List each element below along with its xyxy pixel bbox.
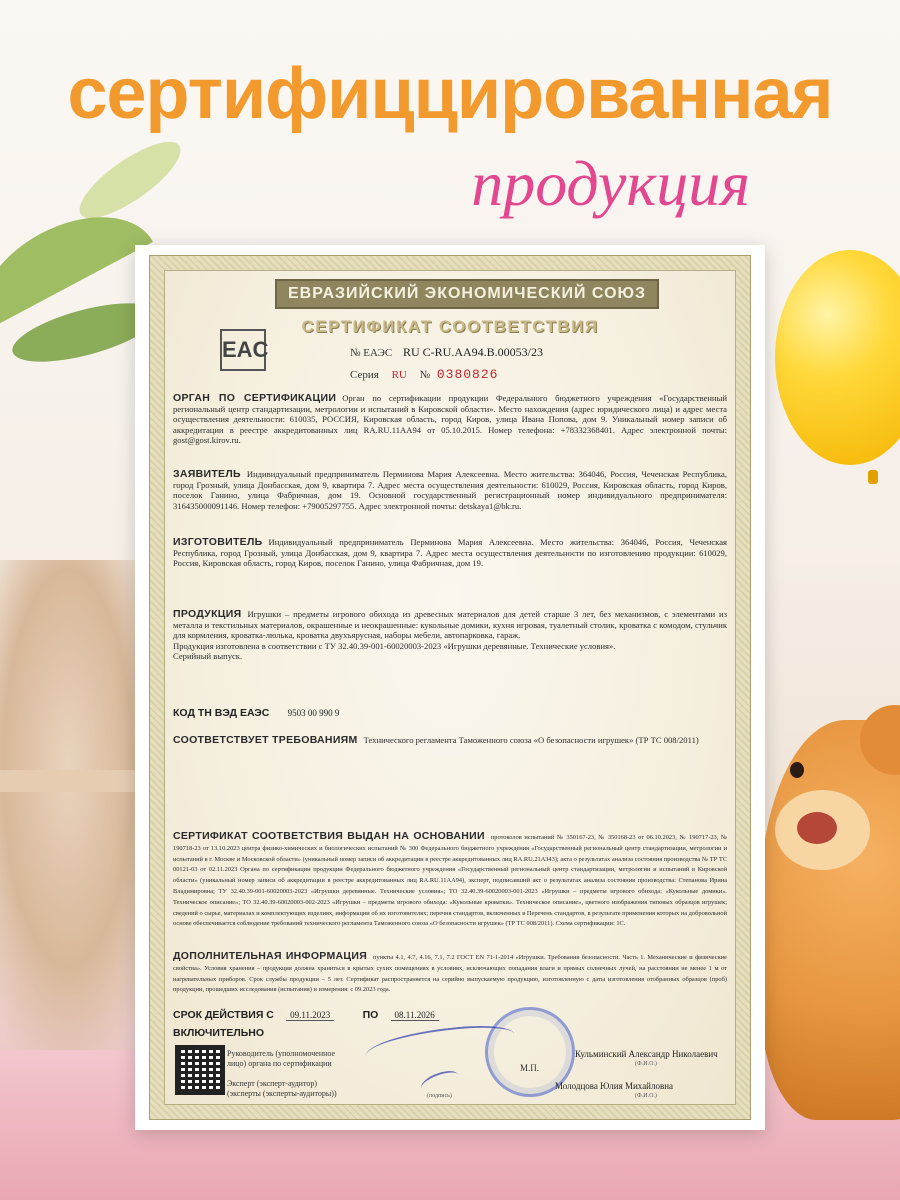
headline: сертифиццированная <box>67 54 833 134</box>
section-product <box>173 609 727 662</box>
balloon-knot <box>868 470 878 484</box>
section-manufacturer <box>173 537 727 569</box>
label-line: Эксперт (эксперт-аудитор) <box>227 1079 318 1088</box>
validity-from-label: СРОК ДЕЙСТВИЯ С <box>173 1009 274 1021</box>
serial-label: № <box>419 369 431 381</box>
certificate-frame <box>149 255 751 1120</box>
stamp-place-label: М.П. <box>520 1063 540 1073</box>
section-code <box>173 707 339 719</box>
product-serial-note: Серийный выпуск. <box>173 651 243 662</box>
validity-line <box>173 1009 465 1021</box>
series-line <box>350 367 498 382</box>
section-heading: ОРГАН ПО СЕРТИФИКАЦИИ <box>173 392 337 404</box>
validity-from: 09.11.2023 <box>286 1010 334 1021</box>
eac-logo-icon: EAC <box>220 329 266 371</box>
section-text: Индивидуальный предприниматель Перминова Мария Алексеевна. Место жительства: 364046, Россия, Чеченская Республика, город Грозный, улица Донбасская, дом 9, квартира 7. Адрес места осуществления деятельности по изготовлению продукции: 610029, Россия, Кировская область, город Киров, поселок Ганино, улица Фабричная, дом 19. <box>173 537 727 569</box>
section-text: Игрушки – предметы игрового обихода из древесных материалов для детей старше 3 лет, без механизмов, с элементами из металла и текстильных материалов, окрашенные и неокрашенные: кукольные домики, кухня игровая, туалетный столик, кроватка с комодом, стульчик для кормления, кроватка-люлька, кроватка двухъярусная, наборы мебели, автопарковка, гараж. <box>173 609 727 641</box>
section-heading: ИЗГОТОВИТЕЛЬ <box>173 536 263 548</box>
validity-to-label: ПО <box>362 1009 379 1021</box>
reg-number: RU C-RU.AA94.B.00053/23 <box>402 345 543 359</box>
teddy-bear-eye <box>790 762 804 778</box>
certificate-inner <box>164 270 736 1105</box>
code-value: 9503 00 990 9 <box>287 708 340 718</box>
teddy-bear-nose <box>797 812 837 844</box>
fio-caption: (Ф.И.О.) <box>635 1093 657 1099</box>
fio-caption: (Ф.И.О.) <box>635 1061 657 1067</box>
product-spec: Продукция изготовлена в соответствии с ТУ 32.40.39-001-60020003-2023 «Игрушки деревянные. Технические условия». <box>173 640 616 651</box>
head-signatory-label <box>227 1049 335 1069</box>
section-heading: СООТВЕТСТВУЕТ ТРЕБОВАНИЯМ <box>173 734 358 746</box>
series-label: Серия <box>350 369 379 381</box>
subheadline: продукция <box>471 148 750 219</box>
expert-signatory-label <box>227 1079 337 1099</box>
section-text: пункты 4.1, 4.7, 4.16, 7.1, 7.2 ГОСТ EN 71-1-2014 «Игрушки. Требования безопасности. Часть 1. Механические и физические свойства». Условия хранения – продукция должна храниться в крытых сухих помещениях в условиях, исключающих попадания влаги и прямых солнечных лучей, на расстоянии не менее 1 м от нагревательных приборов. Срок службы продукции – 5 лет. Сертификат распространяется на серийно выпускаемую продукцию, изготовленную с даты изготовления отобранных образцов (проб) продукции, прошедших исследования (испытания) и измерения: с 09.2023 года. <box>173 954 727 994</box>
certificate-card <box>135 245 765 1130</box>
section-extra <box>173 951 727 994</box>
section-text: Индивидуальный предприниматель Перминова Мария Алексеевна. Место жительства: 364046, Россия, Чеченская Республика, город Грозный, улица Донбасская, дом 9, квартира 7. Адрес места осуществления деятельности: 610029, Россия, Кировская область, город Киров, поселок Ганино, улица Фабричная, дом 19. Основной государственный регистрационный номер индивидуального предпринимателя: 316435000091146. Номер телефон: +79005297755. Адрес электронной почты: detskaya1@bk.ru. <box>173 469 727 511</box>
registration-line <box>350 345 543 360</box>
section-text: Технического регламента Таможенного союза «О безопасности игрушек» (ТР ТС 008/2011) <box>363 735 699 745</box>
section-heading: СЕРТИФИКАТ СООТВЕТСТВИЯ ВЫДАН НА ОСНОВАНИИ <box>173 830 485 842</box>
label-line: Руководитель (уполномоченное <box>227 1049 336 1058</box>
label-line: лицо) органа по сертификации <box>227 1059 332 1068</box>
section-applicant <box>173 469 727 511</box>
section-heading: ДОПОЛНИТЕЛЬНАЯ ИНФОРМАЦИЯ <box>173 950 368 962</box>
yellow-balloon <box>775 250 900 465</box>
shelf <box>0 770 150 792</box>
qr-code-icon <box>175 1045 225 1095</box>
validity-inclusive: ВКЛЮЧИТЕЛЬНО <box>173 1027 265 1039</box>
section-organ <box>173 393 727 446</box>
serial-number: 0380826 <box>436 367 499 382</box>
section-heading: ПРОДУКЦИЯ <box>173 608 242 620</box>
section-heading: ЗАЯВИТЕЛЬ <box>173 468 241 480</box>
section-compliance <box>173 735 727 746</box>
validity-to: 08.11.2026 <box>391 1010 439 1021</box>
section-text: Орган по сертификации продукции Федерального бюджетного учреждения «Государственный региональный центр стандартизации, метрологии и испытаний в Кировской области». Место нахождения (адрес юридического лица) и адрес места осуществления деятельности: 610035, РОССИЯ, Кировская область, город Киров, улица Ивана Попова, дом 9. Уникальный номер записи об аккредитации в реестре аккредитованных лиц RA.RU.11АА94 от 05.10.2015. Номер телефона: +78332368401. Адрес электронной почты: gost@gost.kirov.ru. <box>173 393 727 446</box>
reg-label: № ЕАЭС <box>350 347 393 359</box>
expert-name: Молодцова Юлия Михайловна <box>555 1081 674 1091</box>
head-name: Кульминский Александр Николаевич <box>575 1049 718 1059</box>
certificate-title: СЕРТИФИКАТ СООТВЕТСТВИЯ <box>301 317 599 336</box>
section-heading: КОД ТН ВЭД ЕАЭС <box>173 707 270 719</box>
union-banner: ЕВРАЗИЙСКИЙ ЭКОНОМИЧЕСКИЙ СОЮЗ <box>275 279 659 309</box>
section-text: протоколов испытаний № 350167-23, № 350168-23 от 06.10.2023, № 190717-23, № 190718-23 от 13.10.2023 центра физико-химических и биологических испытаний № 300 Федерального бюджетного учреждения «Государственный региональный центр стандартизации, метрологии и испытаний в г. Москве и Московской области» (уникальный номер записи об аккредитации в реестре аккредитованных лиц RA.RU.21АЗ43); акта о результатах анализа состояния производства № ТР ТС 00121-03 от 02.11.2023 Органа по сертификации продукции Федерального бюджетного учреждения «Государственный региональный центр стандартизации, метрологии и испытаний в Кировской области» (уникальный номер записи об аккредитации в реестре аккредитованных лиц RA.RU.11АА94), эксперт, подписавший акт о результатах анализа состояния производства: Степанова Ирина Владимировна; ТУ 32.40.39-001-60020003-2023 «Игрушки деревянные. Технические условия»; ТО 32.40.39-60020003-001-2023 «Игрушки – предметы игрового обихода: «Кукольные домики». Техническое описание»; ТО 32.40.39-60020003-002-2023 «Игрушки – предметы игрового обихода: «Кукольные кроватки». Техническое описание», цветного изображения типовых образцов игрушек; сведений о сырье, материалах и комплектующих изделиях, информации об их изготовителях; перечня стандартов, включенных в Перечень стандартов, в результате применения которых на добровольной основе обеспечивается соблюдение требований технического регламента Таможенного союза «О безопасности игрушек» (ТР ТС 008/2011). Схема сертификации: 1С. <box>173 834 727 928</box>
section-basis <box>173 831 727 928</box>
signature-caption: (подпись) <box>427 1093 452 1099</box>
teddy-bear <box>760 720 900 1120</box>
label-line: (эксперты (эксперты-аудиторы)) <box>227 1089 337 1098</box>
series-value: RU <box>391 369 407 381</box>
